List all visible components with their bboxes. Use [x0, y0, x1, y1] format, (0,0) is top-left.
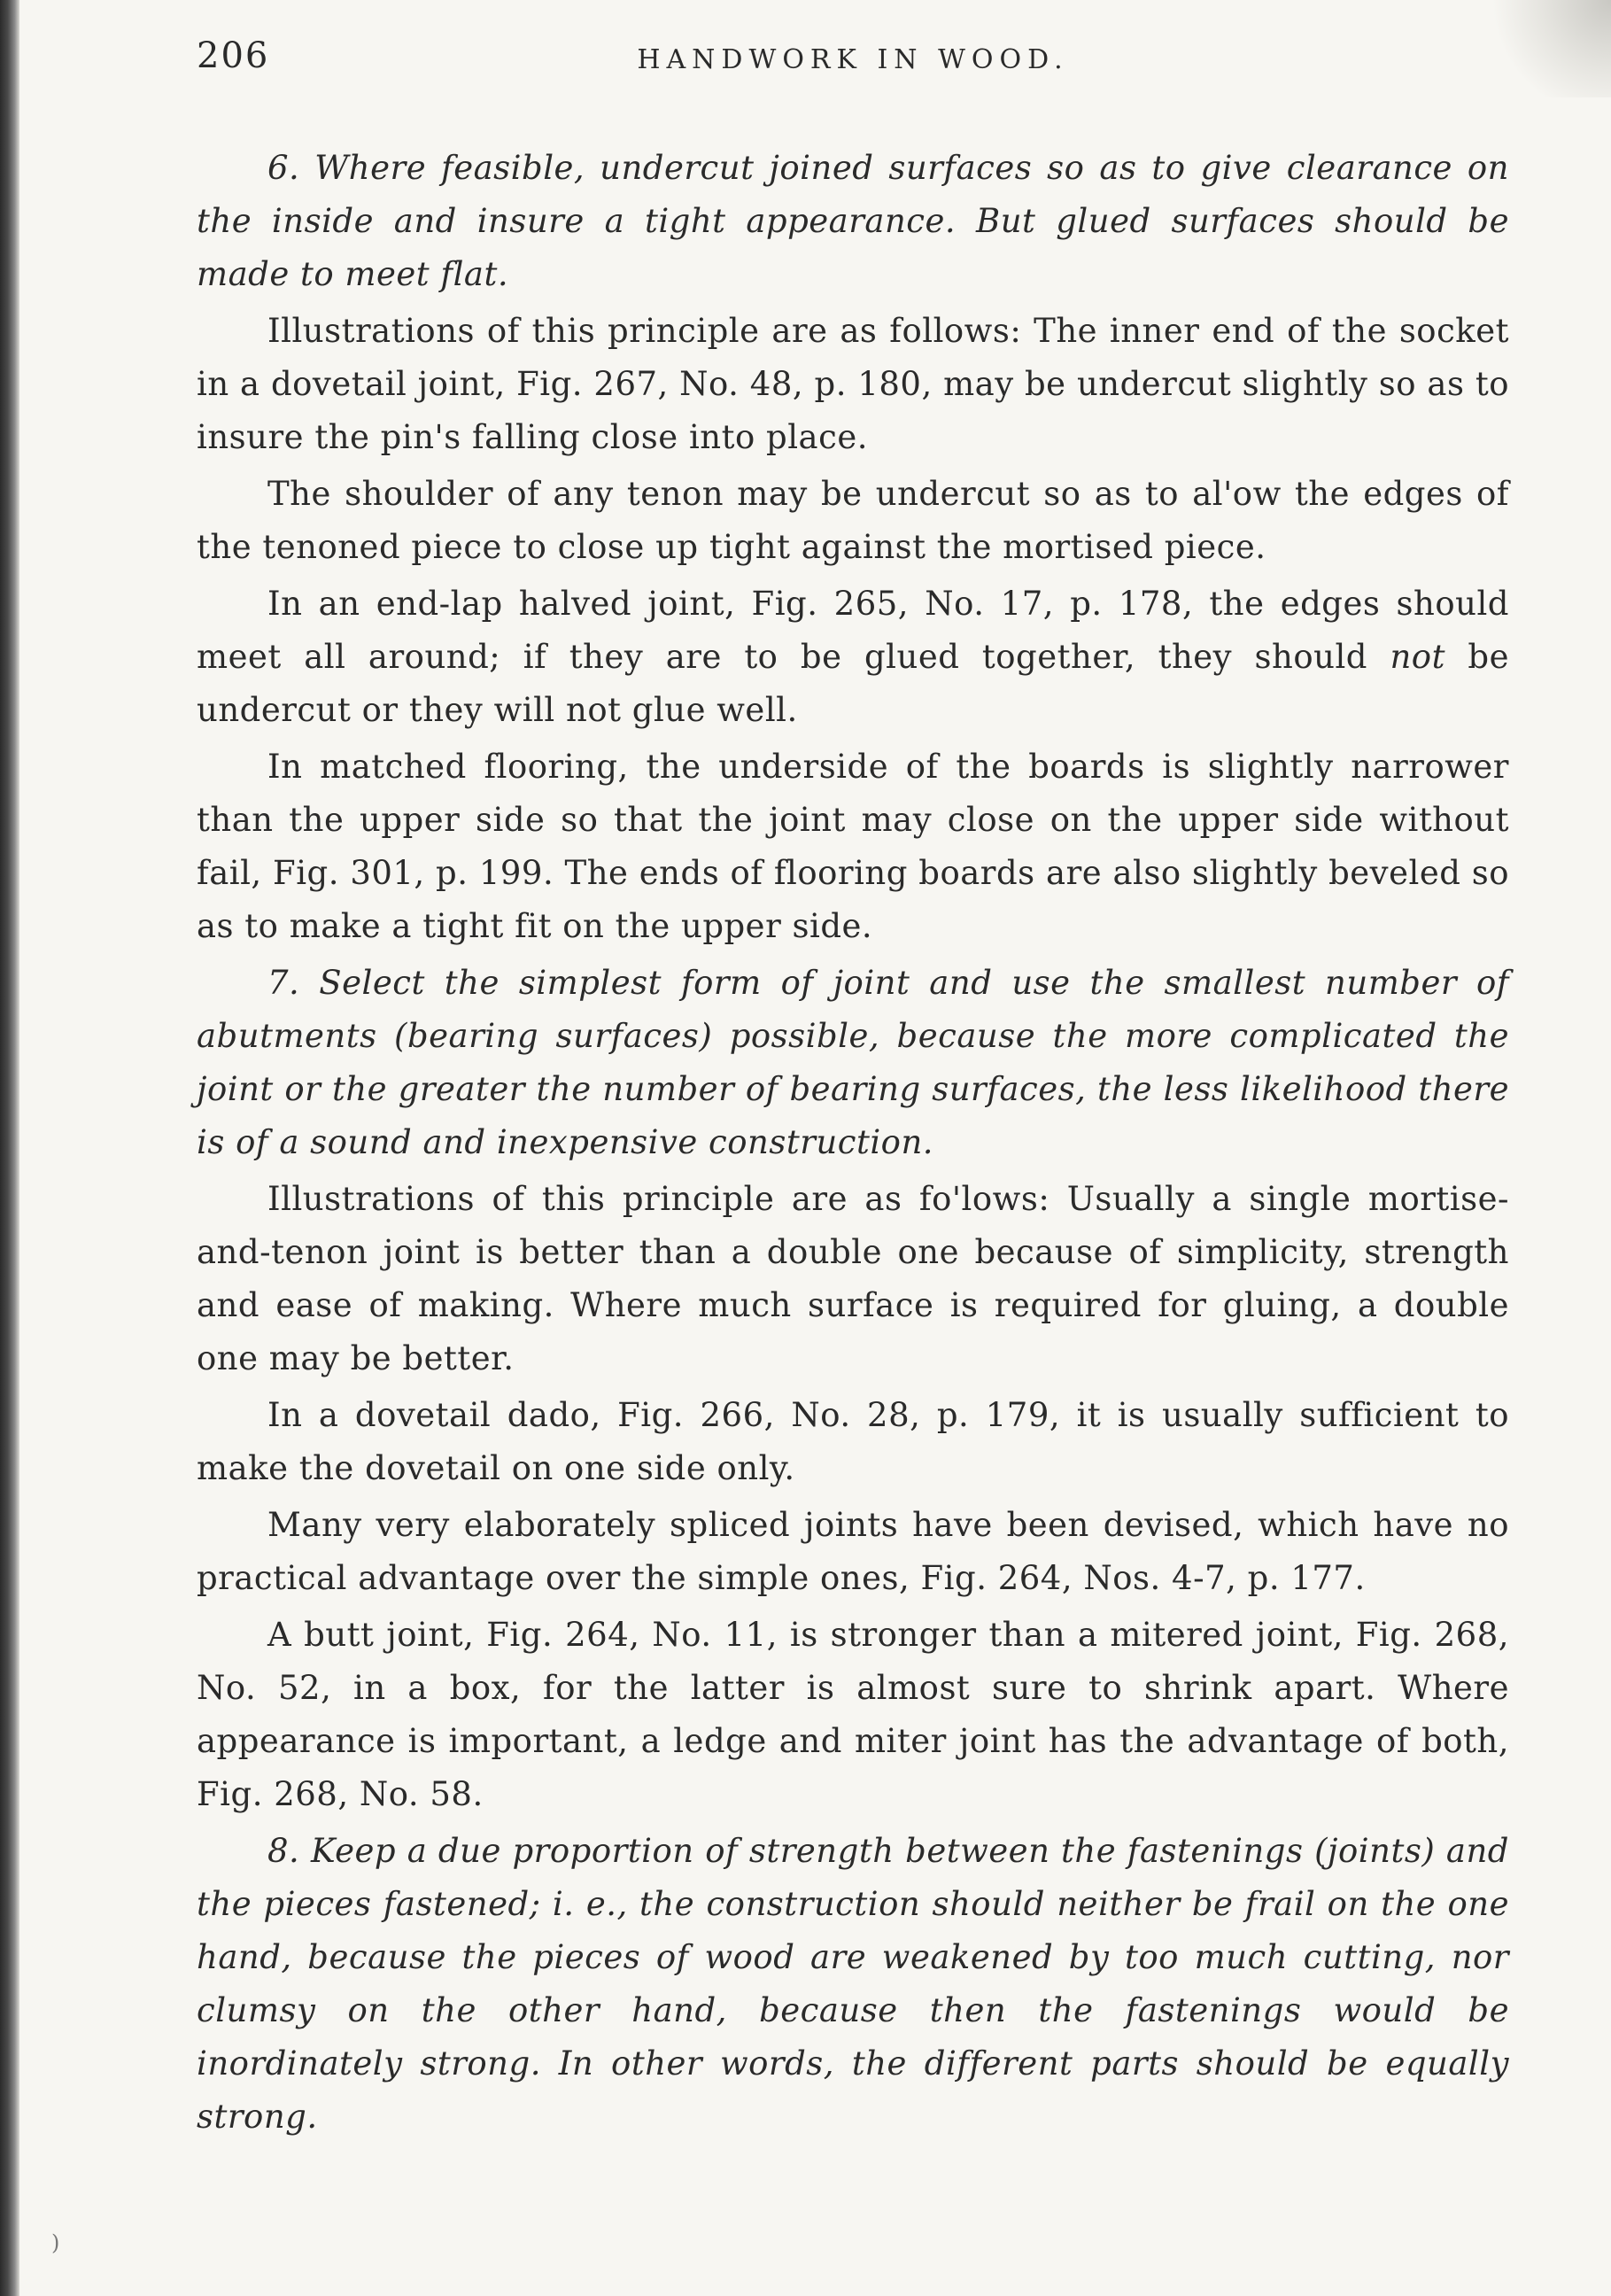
principle-6-illustrations: Illustrations of this principle are as follows: The inner end of the socket in a dovetail joint, Fig. 267, No. 48, p. 180, may be undercut slightly so as to insure the pin's falling close into place. — [197, 312, 1509, 456]
book-page — [197, 27, 1509, 2147]
stray-mark: ) — [51, 2230, 60, 2255]
tenon-shoulder-paragraph: The shoulder of any tenon may be undercut so as to al'ow the edges of the tenoned piece to close up tight against the mortised piece. — [197, 475, 1509, 566]
flooring-paragraph: In matched flooring, the underside of the boards is slightly narrower than the upper side so that the joint may close on the upper side without fail, Fig. 301, p. 199. The ends of flooring boards are also slightly beveled so as to make a tight fit on the upper side. — [197, 748, 1509, 945]
page-header — [197, 27, 1509, 106]
principle-6: 6. Where feasible, undercut joined surfaces so as to give clearance on the inside and insure a tight appearance. But glued surfaces should be made to meet flat. — [197, 149, 1509, 293]
end-lap-text-a: In an end-lap halved joint, Fig. 265, No. 17, p. 178, the edges should meet all around; if they are to be glued together, they should — [197, 585, 1509, 676]
page-body — [197, 142, 1509, 2144]
principle-8: 8. Keep a due proportion of strength between the fastenings (joints) and the pieces fastened; i. e., the construction should neither be frail on the one hand, because the pieces of wood are weakened by too much cutting, nor clumsy on the other hand, because then the fastenings would be inordinately strong. In other words, the different parts should be equally strong. — [197, 1832, 1509, 2136]
end-lap-paragraph — [197, 578, 1509, 737]
end-lap-emphasis: not — [1390, 638, 1445, 676]
running-head: HANDWORK IN WOOD. — [637, 44, 1069, 75]
butt-joint-paragraph: A butt joint, Fig. 264, No. 11, is stronger than a mitered joint, Fig. 268, No. 52, in a box, for the latter is almost sure to shrink apart. Where appearance is important, a ledge and miter joint has the advantage of both, Fig. 268, No. 58. — [197, 1616, 1509, 1813]
spliced-joints-paragraph: Many very elaborately spliced joints have been devised, which have no practical advantage over the simple ones, Fig. 264, Nos. 4-7, p. 177. — [197, 1506, 1509, 1597]
principle-7: 7. Select the simplest form of joint and use the smallest number of abutments (bearing surfaces) possible, because the more complicated the joint or the greater the number of bearing surfaces, the less likelihood there is of a sound and inexpensive construction. — [197, 964, 1509, 1161]
dovetail-dado-paragraph: In a dovetail dado, Fig. 266, No. 28, p. 179, it is usually sufficient to make the dovetail on one side only. — [197, 1396, 1509, 1487]
principle-7-illustrations: Illustrations of this principle are as fo'lows: Usually a single mortise-and-tenon joint is better than a double one because of simplicity, strength and ease of making. Where much surface is required for gluing, a double one may be better. — [197, 1180, 1509, 1377]
end-lap-text-b: be undercut or they will not glue well. — [197, 638, 1510, 729]
book-spine-edge — [0, 0, 19, 2296]
page-number: 206 — [197, 35, 270, 76]
